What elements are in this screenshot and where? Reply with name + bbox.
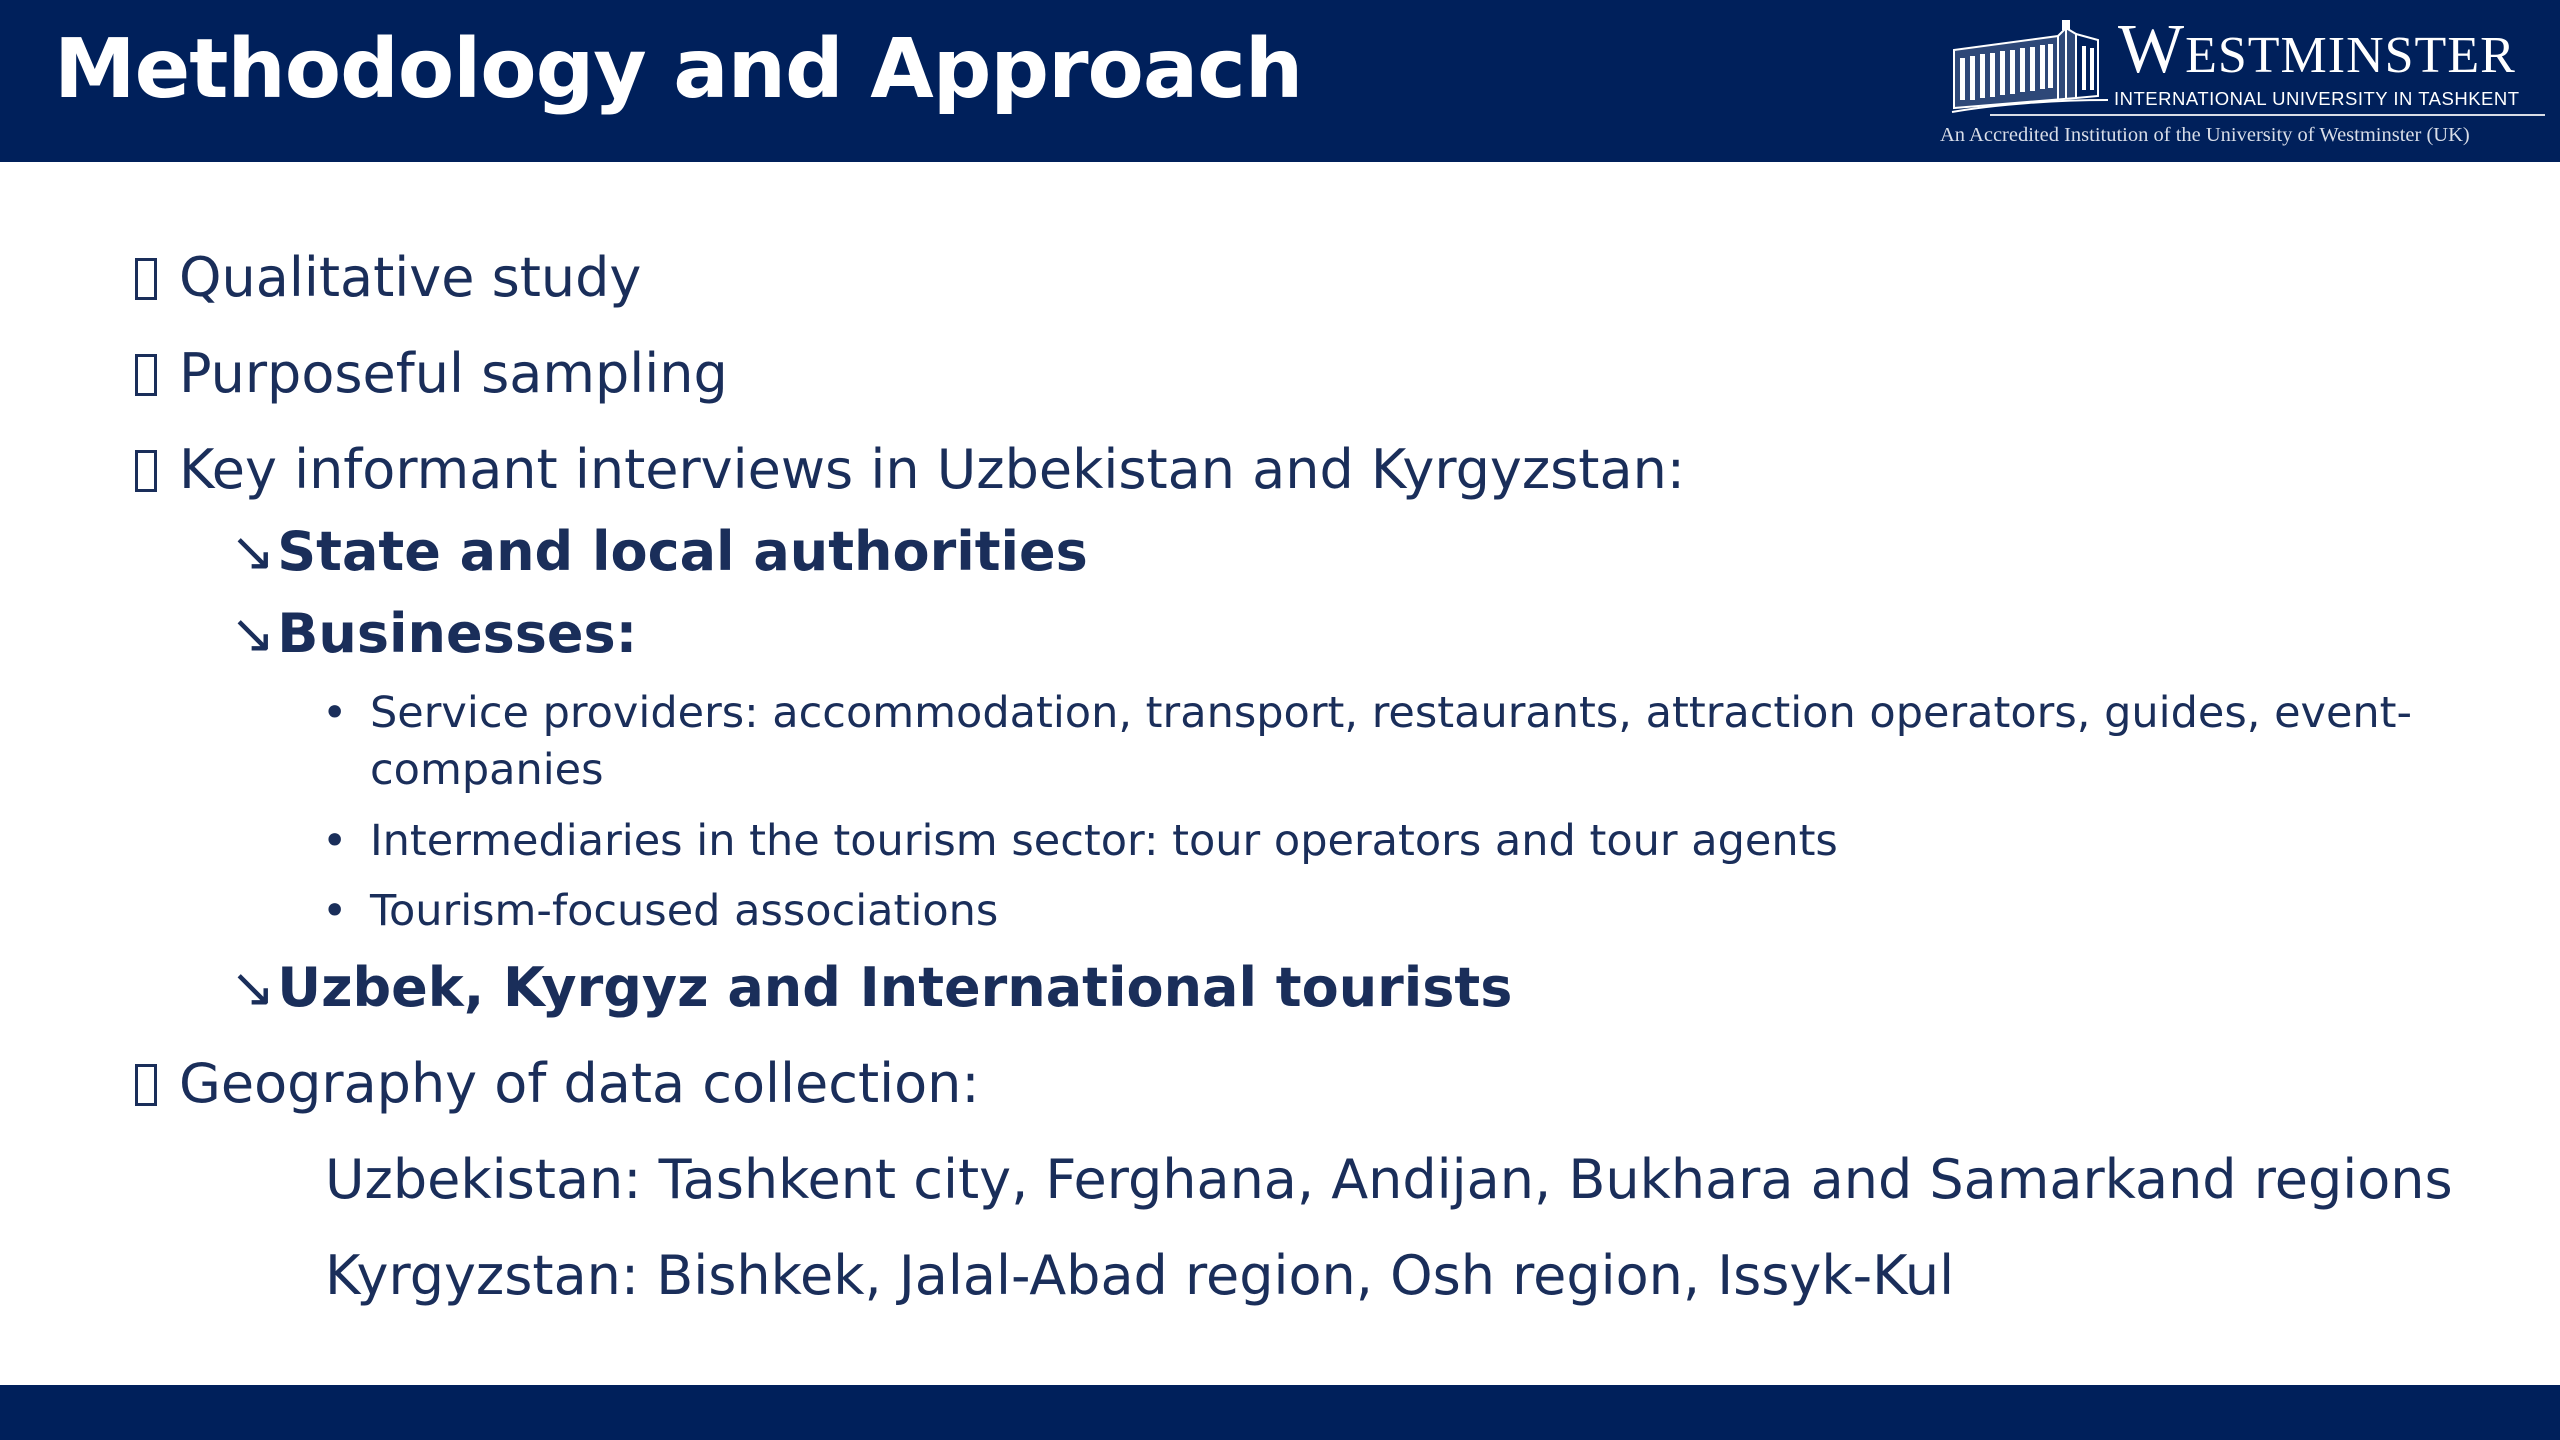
list-item xyxy=(135,342,728,405)
list-item xyxy=(135,1052,980,1115)
bullet-item xyxy=(322,886,998,936)
bullet-item-continuation: companies xyxy=(370,745,604,795)
empty-box-icon xyxy=(135,354,157,396)
list-item xyxy=(135,438,1685,501)
empty-box-icon xyxy=(135,1064,157,1106)
sub-item xyxy=(230,956,1512,1019)
bullet-item xyxy=(322,688,2412,738)
bullet-item xyxy=(322,816,1838,866)
geography-line-uzbekistan: Uzbekistan: Tashkent city, Ferghana, Andijan, Bukhara and Samarkand regions xyxy=(325,1148,2453,1211)
arrow-down-right-icon: ↘ xyxy=(230,520,276,583)
arrow-down-right-icon: ↘ xyxy=(230,602,276,665)
sub-item xyxy=(230,520,1088,583)
logo-subtitle: INTERNATIONAL UNIVERSITY IN TASHKENT xyxy=(2114,88,2520,109)
list-item-text: Purposeful sampling xyxy=(179,342,728,405)
dot-icon: • xyxy=(322,688,348,738)
list-item-text: Qualitative study xyxy=(179,246,642,309)
footer-bar xyxy=(0,1385,2560,1440)
dot-icon: • xyxy=(322,816,348,866)
list-item-text: Key informant interviews in Uzbekistan and Kyrgyzstan: xyxy=(179,438,1685,501)
bullet-text: Intermediaries in the tourism sector: tour operators and tour agents xyxy=(370,816,1838,866)
logo-accreditation: An Accredited Institution of the University of Westminster (UK) xyxy=(1940,124,2470,146)
slide-title: Methodology and Approach xyxy=(54,22,1303,117)
sub-item-text: Businesses: xyxy=(277,602,638,665)
empty-box-icon xyxy=(135,258,157,300)
sub-item-text: Uzbek, Kyrgyz and International tourists xyxy=(277,956,1513,1019)
logo-wordmark: WESTMINSTER xyxy=(2118,11,2516,88)
bullet-text: Service providers: accommodation, transport, restaurants, attraction operators, guides, event- xyxy=(370,688,2413,738)
arrow-down-right-icon: ↘ xyxy=(230,956,276,1019)
list-item xyxy=(135,246,641,309)
empty-box-icon xyxy=(135,450,157,492)
geography-line-kyrgyzstan: Kyrgyzstan: Bishkek, Jalal-Abad region, Osh region, Issyk-Kul xyxy=(325,1244,1955,1307)
list-item-text: Geography of data collection: xyxy=(179,1052,980,1115)
sub-item xyxy=(230,602,637,665)
bullet-text: Tourism-focused associations xyxy=(370,886,999,936)
dot-icon: • xyxy=(322,886,348,936)
sub-item-text: State and local authorities xyxy=(277,520,1088,583)
